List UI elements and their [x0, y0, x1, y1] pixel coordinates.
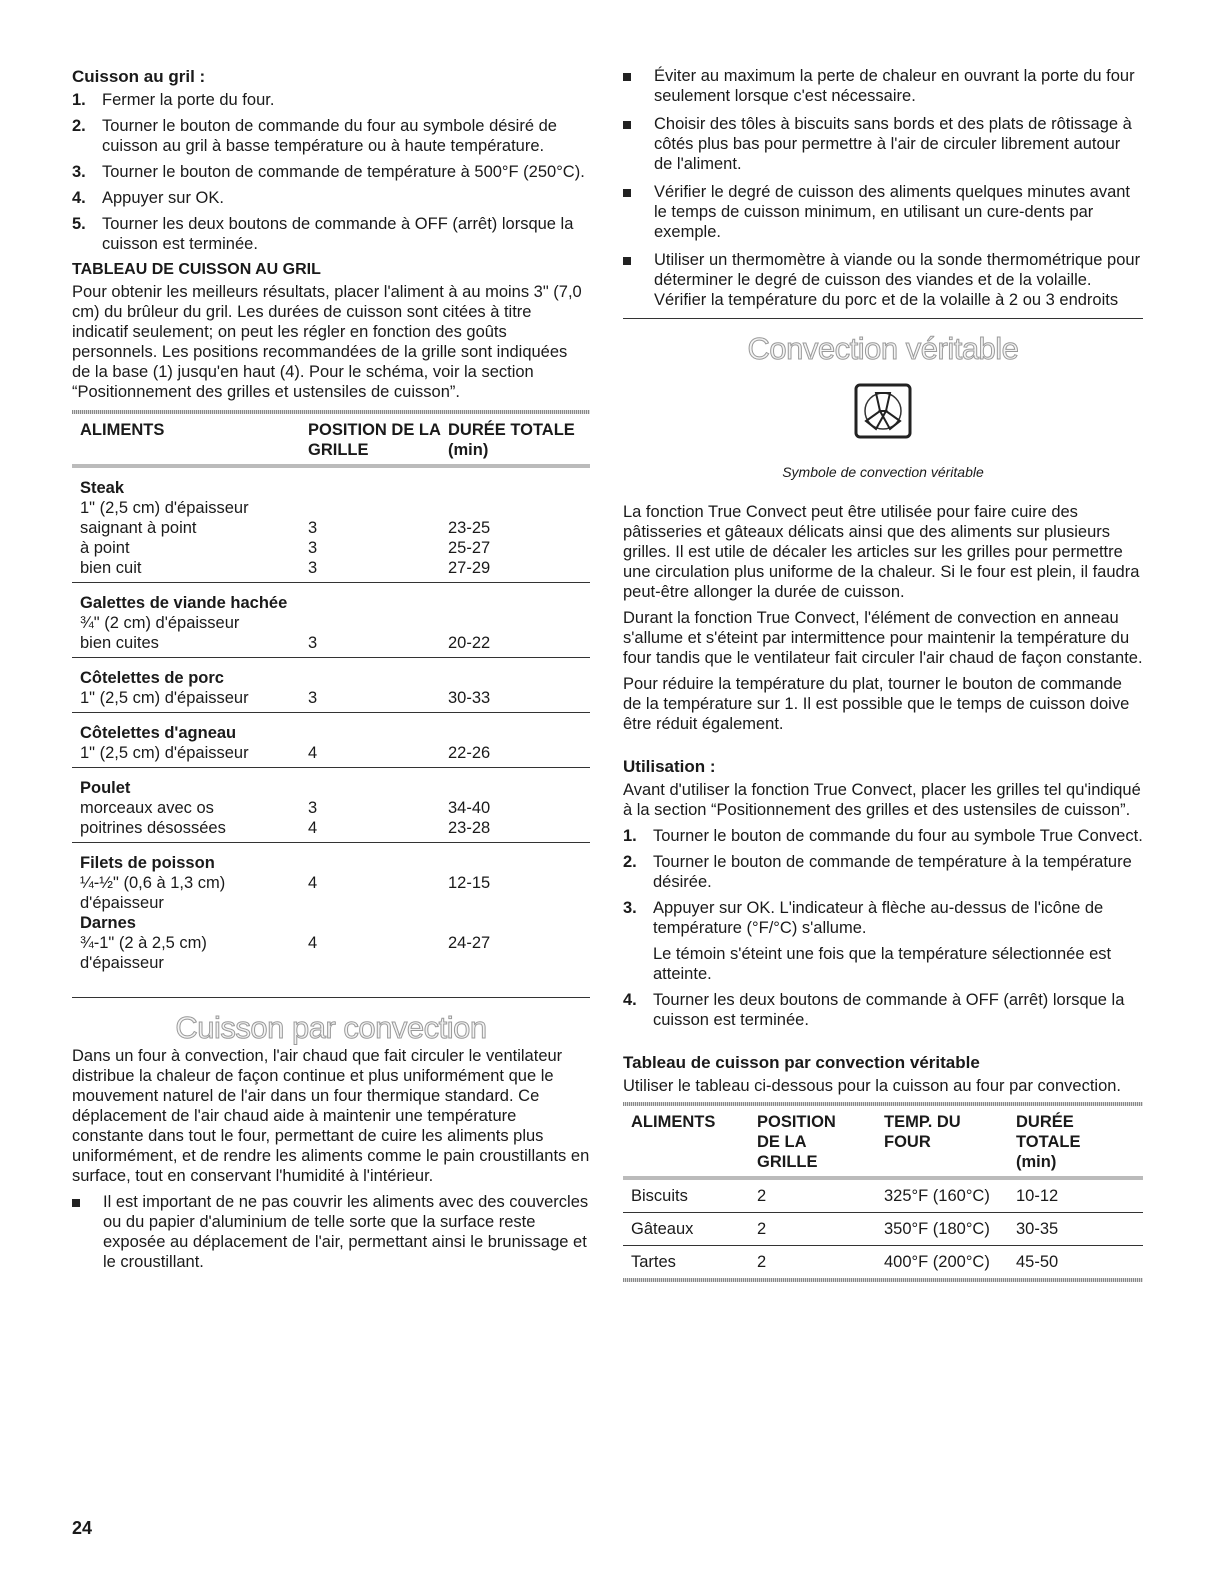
step-number: 3. — [623, 899, 637, 917]
convection-text: Dans un four à convection, l'air chaud que fait circuler le ventilateur distribue la chaleur de façon continue et plus uniformément que le mouvement naturel de l'air dans un four thermique standard. Ce déplacement de l'air chaud aide à maintenir une température constante dans tout le four, permettant de cuire les aliments plus uniformément, et de rendre les aliments comme le pain croustillants en surface, tout en conservant l'humidité à l'intérieur. — [72, 1047, 590, 1185]
table-row — [72, 498, 590, 518]
step-number: 3. — [72, 163, 86, 181]
table-cell — [308, 953, 448, 998]
table-cell: 400°F (200°C) — [884, 1253, 990, 1271]
table-cell — [448, 953, 590, 998]
use-intro: Avant d'utiliser la fonction True Convect, placer les grilles tel qu'indiqué à la section “Positionnement des grilles et des ustensiles de cuisson”. — [623, 781, 1141, 819]
table-row — [72, 798, 590, 818]
step-number: 5. — [72, 215, 86, 233]
list-step — [72, 214, 590, 254]
grill-table-heading: TABLEAU DE CUISSON AU GRIL — [72, 261, 321, 278]
grill-table — [72, 414, 590, 998]
col-header: ALIMENTS — [80, 421, 165, 439]
col-header: POSITION DE LA GRILLE — [308, 421, 441, 459]
bullet-icon — [72, 1192, 103, 1272]
col-header: ALIMENTS — [631, 1113, 716, 1131]
table-row — [623, 1246, 1143, 1279]
list-step — [623, 898, 1143, 984]
conv-table-heading: Tableau de cuisson par convection véritable — [623, 1053, 980, 1072]
table-cell — [308, 913, 448, 933]
table-row — [623, 1178, 1143, 1213]
table-row — [72, 633, 590, 658]
table-cell: Darnes — [80, 914, 136, 932]
table-row — [72, 893, 590, 913]
step-number: 4. — [72, 189, 86, 207]
table-cell: Tartes — [631, 1253, 676, 1271]
table-cell — [448, 583, 590, 614]
table-cell — [448, 658, 590, 689]
table-cell: Steak — [80, 479, 125, 497]
section-divider — [623, 318, 1143, 319]
table-cell: 24-27 — [448, 934, 491, 952]
table-row — [72, 538, 590, 558]
table-row — [72, 558, 590, 583]
table-cell — [308, 768, 448, 799]
table-cell: 3 — [308, 799, 318, 817]
true-convection-text — [623, 502, 1143, 734]
bullet-icon — [623, 250, 654, 310]
step-text — [653, 826, 1143, 846]
table-cell — [448, 466, 590, 498]
step-number: 4. — [623, 991, 637, 1009]
table-row — [72, 518, 590, 538]
table-cell: 4 — [308, 819, 318, 837]
conv-table-intro: Utiliser le tableau ci-dessous pour la cuisson au four par convection. — [623, 1077, 1122, 1095]
bullet-item — [623, 114, 1143, 174]
list-step — [72, 116, 590, 156]
table-cell: 12-15 — [448, 874, 491, 892]
step-number: 1. — [72, 91, 86, 109]
table-row — [72, 713, 590, 744]
table-row — [72, 843, 590, 874]
table-cell — [448, 713, 590, 744]
table-cell — [308, 713, 448, 744]
table-row — [72, 933, 590, 953]
table-cell — [308, 658, 448, 689]
step-text-main: Appuyer sur OK. — [102, 189, 224, 207]
right-column — [623, 66, 1143, 1282]
list-step — [623, 826, 1143, 846]
bullet-text: Choisir des tôles à biscuits sans bords et des plats de rôtissage à côtés plus bas pour permettre à l'air de circuler librement autour de l'aliment. — [654, 115, 1132, 173]
table-cell: 3 — [308, 539, 318, 557]
step-text — [102, 162, 585, 182]
table-row — [72, 873, 590, 893]
table-cell: 3 — [308, 634, 318, 652]
grill-steps — [72, 90, 590, 254]
step-number: 1. — [623, 827, 637, 845]
bullet-item — [623, 250, 1143, 310]
table-cell: 2 — [757, 1220, 767, 1238]
step-text-main: Tourner le bouton de commande du four au symbole désiré de cuisson au gril à basse température ou à haute température. — [102, 117, 557, 155]
table-cell — [308, 613, 448, 633]
table-row — [72, 768, 590, 799]
bullet-icon — [623, 114, 654, 174]
table-cell: Côtelettes de porc — [80, 669, 224, 687]
list-step — [623, 852, 1143, 892]
list-step — [72, 90, 590, 110]
symbol-caption: Symbole de convection véritable — [782, 464, 984, 480]
table-cell: 3 — [308, 559, 318, 577]
bullet-text: Éviter au maximum la perte de chaleur en ouvrant la porte du four seulement lorsque c'est nécessaire. — [654, 67, 1135, 105]
paragraph: Durant la fonction True Convect, l'élément de convection en anneau s'allume et s'éteint par intermittence pour maintenir la température du four tandis que le ventilateur fait circuler l'air chaud de façon constante. — [623, 609, 1143, 667]
table-cell: saignant à point — [80, 519, 197, 537]
table-cell: ¼-½" (0,6 à 1,3 cm) — [80, 874, 226, 892]
use-heading: Utilisation : — [623, 757, 716, 776]
table-cell — [448, 843, 590, 874]
table-cell — [448, 613, 590, 633]
bullet-icon — [623, 182, 654, 242]
col-header: DURÉE TOTALE (min) — [448, 421, 575, 459]
table-row — [72, 466, 590, 498]
left-column — [72, 66, 590, 1280]
page-number: 24 — [72, 1518, 93, 1538]
table-cell: 350°F (180°C) — [884, 1220, 990, 1238]
col-header: POSITION DE LA GRILLE — [757, 1113, 836, 1171]
grill-heading: Cuisson au gril : — [72, 67, 206, 86]
convection-symbol-icon — [623, 383, 1143, 444]
table-cell: 23-28 — [448, 819, 491, 837]
table-cell: bien cuites — [80, 634, 159, 652]
table-cell: 325°F (160°C) — [884, 1187, 990, 1205]
step-text — [102, 188, 224, 208]
table-cell: Galettes de viande hachée — [80, 594, 288, 612]
table-cell — [448, 768, 590, 799]
step-note: Le témoin s'éteint une fois que la température sélectionnée est atteinte. — [653, 945, 1112, 983]
table-cell: Poulet — [80, 779, 131, 797]
table-row — [623, 1213, 1143, 1246]
bullet-item — [623, 66, 1143, 106]
col-header: TEMP. DU FOUR — [884, 1113, 961, 1151]
table-row — [72, 913, 590, 933]
table-cell: 3 — [308, 689, 318, 707]
table-cell: ¾" (2 cm) d'épaisseur — [80, 614, 240, 632]
table-cell: 22-26 — [448, 744, 491, 762]
paragraph: La fonction True Convect peut être utilisée pour faire cuire des pâtisseries et gâteaux délicats ainsi que des aliments sur plusieurs grilles. Il est utile de décaler les articles sur les grilles pour permettre une circulation plus uniforme de la chaleur. Si le four est plein, il faudra peut-être allonger la durée de cuisson. — [623, 503, 1140, 601]
table-cell — [448, 893, 590, 913]
grill-table-intro: Pour obtenir les meilleurs résultats, placer l'aliment à au moins 3" (7,0 cm) du brûleur du gril. Les durées de cuisson sont citées à titre indicatif seulement; on peut les régler en fonction des goûts personnels. Les positions recommandées de la grille sont indiquées de la base (1) jusqu'en haut (4). Pour le schéma, voir la section “Positionnement des grilles et ustensiles de cuisson”. — [72, 283, 582, 401]
table-cell — [448, 498, 590, 518]
step-number: 2. — [623, 853, 637, 871]
table-cell: 23-25 — [448, 519, 491, 537]
table-cell: d'épaisseur — [80, 954, 164, 972]
table-cell: morceaux avec os — [80, 799, 214, 817]
paragraph: Pour réduire la température du plat, tourner le bouton de commande de la température sur 1. Il est possible que le temps de cuisson doive être réduit également. — [623, 675, 1130, 733]
convection-heading: Cuisson par convection — [175, 1010, 487, 1045]
table-cell — [448, 913, 590, 933]
list-step — [72, 188, 590, 208]
table-cell: ¾-1" (2 à 2,5 cm) — [80, 934, 207, 952]
table-cell: poitrines désossées — [80, 819, 226, 837]
step-text-main: Appuyer sur OK. L'indicateur à flèche au-dessus de l'icône de température (°F/°C) s'allume. — [653, 899, 1104, 937]
step-number: 2. — [72, 117, 86, 135]
step-text — [653, 990, 1143, 1030]
table-cell: 2 — [757, 1253, 767, 1271]
table-cell — [308, 843, 448, 874]
step-text — [653, 898, 1143, 984]
step-text — [102, 214, 590, 254]
bullet-item: Il est important de ne pas couvrir les aliments avec des couvercles ou du papier d'aluminium de telle sorte que la surface reste exposée au déplacement de l'air, permettant ainsi le brunissage et le croustillant. — [72, 1192, 590, 1272]
bullet-text: Utiliser un thermomètre à viande ou la sonde thermométrique pour déterminer le degré de cuisson des viandes et de la volaille. Vérifier la température du porc et de la volaille à 2 ou 3 endroits — [654, 251, 1141, 309]
table-cell: 1" (2,5 cm) d'épaisseur — [80, 499, 249, 517]
step-text-main: Tourner les deux boutons de commande à OFF (arrêt) lorsque la cuisson est terminée. — [653, 991, 1125, 1029]
step-text — [653, 852, 1143, 892]
step-text — [102, 90, 274, 110]
bullet-item — [623, 182, 1143, 242]
table-cell: Côtelettes d'agneau — [80, 724, 237, 742]
table-cell — [308, 498, 448, 518]
table-cell: 1" (2,5 cm) d'épaisseur — [80, 689, 249, 707]
convection-bullets — [72, 1192, 590, 1272]
list-step — [623, 990, 1143, 1030]
step-text — [102, 116, 590, 156]
table-cell: 45-50 — [1016, 1253, 1059, 1271]
table-cell: 4 — [308, 934, 318, 952]
table-cell: d'épaisseur — [80, 894, 164, 912]
table-row — [72, 613, 590, 633]
true-convection-heading: Convection véritable — [747, 331, 1019, 366]
step-text-main: Tourner le bouton de commande de température à 500°F (250°C). — [102, 163, 585, 181]
table-row — [72, 953, 590, 998]
table-cell: bien cuit — [80, 559, 142, 577]
table-cell: 2 — [757, 1187, 767, 1205]
table-cell: 30-33 — [448, 689, 491, 707]
table-cell: 1" (2,5 cm) d'épaisseur — [80, 744, 249, 762]
table-row — [72, 818, 590, 843]
table-row — [72, 583, 590, 614]
table-row — [72, 688, 590, 713]
table-cell: à point — [80, 539, 130, 557]
table-cell: 20-22 — [448, 634, 491, 652]
convection-table — [623, 1106, 1143, 1278]
table-cell — [308, 893, 448, 913]
table-cell: 27-29 — [448, 559, 491, 577]
bullet-text: Vérifier le degré de cuisson des aliments quelques minutes avant le temps de cuisson minimum, en utilisant un cure-dents par exemple. — [654, 183, 1131, 241]
table-cell — [308, 466, 448, 498]
table-cell: 10-12 — [1016, 1187, 1059, 1205]
table-rule — [623, 1278, 1143, 1282]
table-cell: 4 — [308, 744, 318, 762]
table-cell: 30-35 — [1016, 1220, 1059, 1238]
step-text-main: Tourner le bouton de commande du four au symbole True Convect. — [653, 827, 1143, 845]
table-cell: 34-40 — [448, 799, 491, 817]
tips-list — [623, 66, 1143, 310]
table-cell — [308, 583, 448, 614]
col-header: DURÉE TOTALE (min) — [1016, 1113, 1081, 1171]
table-cell: Gâteaux — [631, 1220, 694, 1238]
bullet-icon — [623, 66, 654, 106]
table-cell: Filets de poisson — [80, 854, 215, 872]
table-row — [72, 743, 590, 768]
use-steps — [623, 826, 1143, 1030]
list-step — [72, 162, 590, 182]
step-text-main: Tourner le bouton de commande de température à la température désirée. — [653, 853, 1132, 891]
table-cell: 3 — [308, 519, 318, 537]
table-cell: 25-27 — [448, 539, 491, 557]
table-row — [72, 658, 590, 689]
table-cell: Biscuits — [631, 1187, 688, 1205]
step-text-main: Tourner les deux boutons de commande à OFF (arrêt) lorsque la cuisson est terminée. — [102, 215, 574, 253]
step-text-main: Fermer la porte du four. — [102, 91, 275, 109]
table-cell: 4 — [308, 874, 318, 892]
